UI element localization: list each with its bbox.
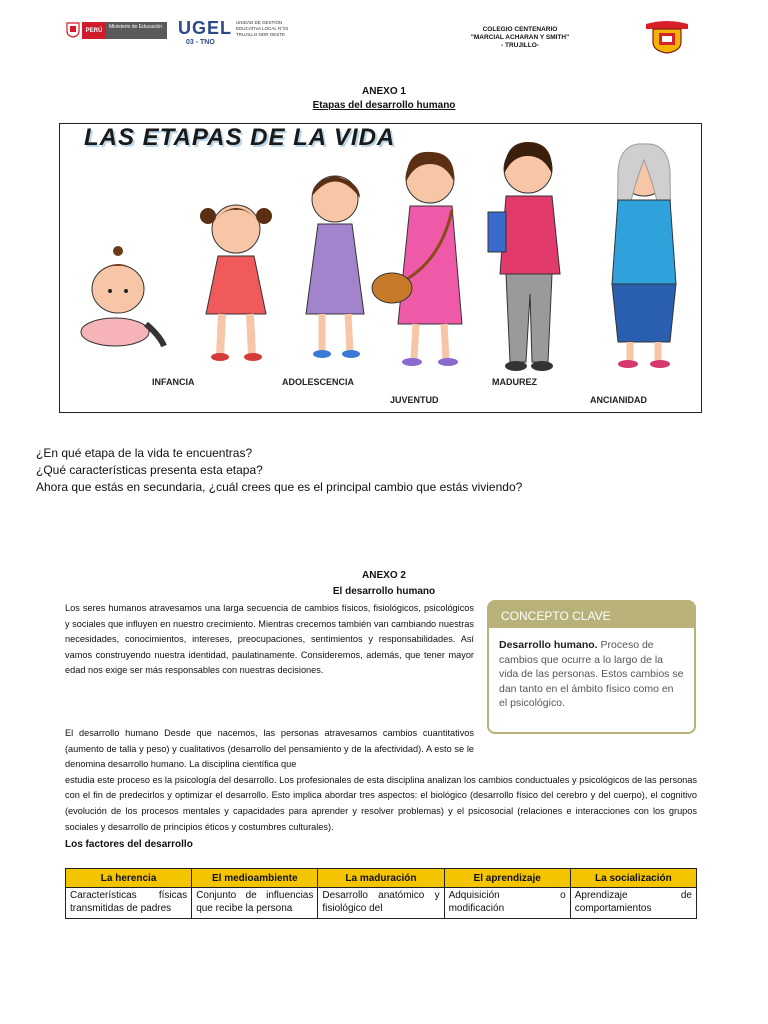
- annex1-title: Etapas del desarrollo humano: [312, 100, 456, 111]
- key-concept-body: [489, 628, 694, 711]
- adolescent-figure-icon: [306, 176, 364, 358]
- figure-title: LAS ETAPAS DE LA VIDA: [84, 124, 396, 151]
- table-header-cell: La socialización: [570, 869, 696, 888]
- factors-table: [65, 868, 697, 919]
- ministry-logo: [82, 22, 167, 39]
- table-header-cell: El medioambiente: [192, 869, 318, 888]
- key-concept-term: Desarrollo humano.: [499, 639, 598, 651]
- stage-label-ancianidad: ANCIANIDAD: [590, 395, 647, 405]
- school-line: "MARCIAL ACHARAN Y SMITH": [470, 34, 570, 41]
- child-figure-icon: [200, 205, 272, 361]
- stage-label-infancia: INFANCIA: [152, 377, 195, 387]
- table-cell: Adquisición o modificación: [444, 888, 570, 919]
- table-header-cell: La maduración: [318, 869, 444, 888]
- development-paragraph-part1: El desarrollo humano Desde que nacemos, las personas atravesamos cambios cuantitativos (aumento de talla y peso) y cualitativos (desarrollo del pensamiento y de la afectividad). A esto se le denomina desarrollo humano. La disciplina científica que: [65, 728, 474, 770]
- table-header-cell: La herencia: [66, 869, 192, 888]
- development-paragraph: [65, 726, 697, 835]
- question: ¿En qué etapa de la vida te encuentras?: [36, 446, 253, 460]
- ministry-label: Ministerio de Educación: [106, 22, 167, 39]
- question: ¿Qué características presenta esta etapa?: [36, 463, 263, 477]
- elderly-woman-figure-icon: [612, 144, 676, 368]
- ugel-logo: UGEL: [178, 18, 233, 38]
- key-concept-header: CONCEPTO CLAVE: [489, 602, 694, 628]
- table-cell: Características físicas transmitidas de padres: [66, 888, 192, 919]
- annex1-label: ANEXO 1: [362, 86, 406, 97]
- annex2-label: ANEXO 2: [362, 570, 406, 581]
- key-concept-definition: Proceso de cambios que ocurre a lo largo de la vida de las personas. Estos cambios se dan tanto en el ámbito físico como en el psicológico.: [499, 639, 684, 709]
- peru-shield-icon: [66, 22, 80, 38]
- table-cell: Desarrollo anatómico y fisiológico del: [318, 888, 444, 919]
- ugel-code: 03 - TNO: [186, 39, 215, 46]
- factors-title: Los factores del desarrollo: [65, 839, 193, 850]
- school-line: - TRUJILLO-: [501, 42, 539, 49]
- ugel-line: UNIDAD DE GESTIÓN: [236, 20, 283, 25]
- peru-label: PERÚ: [82, 22, 106, 39]
- key-concept-box: [487, 600, 696, 734]
- table-header-row: [66, 869, 697, 888]
- life-stages-figure: [59, 123, 702, 413]
- baby-figure-icon: [81, 246, 164, 346]
- question: Ahora que estás en secundaria, ¿cuál crees que es el principal cambio que estás viviendo?: [36, 480, 523, 494]
- stage-label-adolescencia: ADOLESCENCIA: [282, 377, 355, 387]
- school-crest-icon: [644, 20, 690, 54]
- reflection-questions: [36, 445, 522, 496]
- adult-woman-figure-icon: [488, 142, 560, 371]
- table-header-cell: El aprendizaje: [444, 869, 570, 888]
- young-woman-figure-icon: [372, 152, 462, 366]
- ugel-description: [236, 20, 288, 38]
- intro-paragraph: Los seres humanos atravesamos una larga secuencia de cambios físicos, fisiológicos, psicológicos y sociales que influyen en nuestro crecimiento. Mientras crecemos también van cambiando nuestras necesidades, conocimientos, intereses, preocupaciones, sentimientos y responsabilidades. Así vamos construyendo nuestra identidad, paulatinamente. Consideremos, además, que tener mayor edad nos exige ser más responsables con nuestras decisiones.: [65, 603, 474, 676]
- stage-label-juventud: JUVENTUD: [390, 395, 439, 405]
- table-row: [66, 888, 697, 919]
- school-line: COLEGIO CENTENARIO: [482, 26, 558, 33]
- annex2-title: El desarrollo humano: [332, 586, 436, 597]
- school-name: [450, 26, 590, 50]
- stage-label-madurez: MADUREZ: [492, 377, 537, 387]
- ugel-line: EDUCATIVA LOCAL N°03: [236, 26, 288, 31]
- life-stages-illustration: [60, 124, 701, 412]
- table-cell: Conjunto de influencias que recibe la persona: [192, 888, 318, 919]
- development-paragraph-part2: estudia este proceso es la psicología del desarrollo. Los profesionales de esta disciplina analizan los cambios conductuales y psicológicos de las personas con el fin de predecirlos y optimizar el desarrollo. Esto implica abordar tres aspectos: el biológico (desarrollo físico del cerebro y del cuerpo), el cognitivo (evolución de los procesos mentales y capacidades para aprender y resolver problemas) y el psicosocial (relaciones e interacciones con los grupos sociales y desarrollo de principios éticos y costumbres culturales).: [65, 774, 697, 832]
- table-cell: Aprendizaje de comportamientos: [570, 888, 696, 919]
- ugel-line: TRUJILLO NOR OESTE: [236, 32, 286, 37]
